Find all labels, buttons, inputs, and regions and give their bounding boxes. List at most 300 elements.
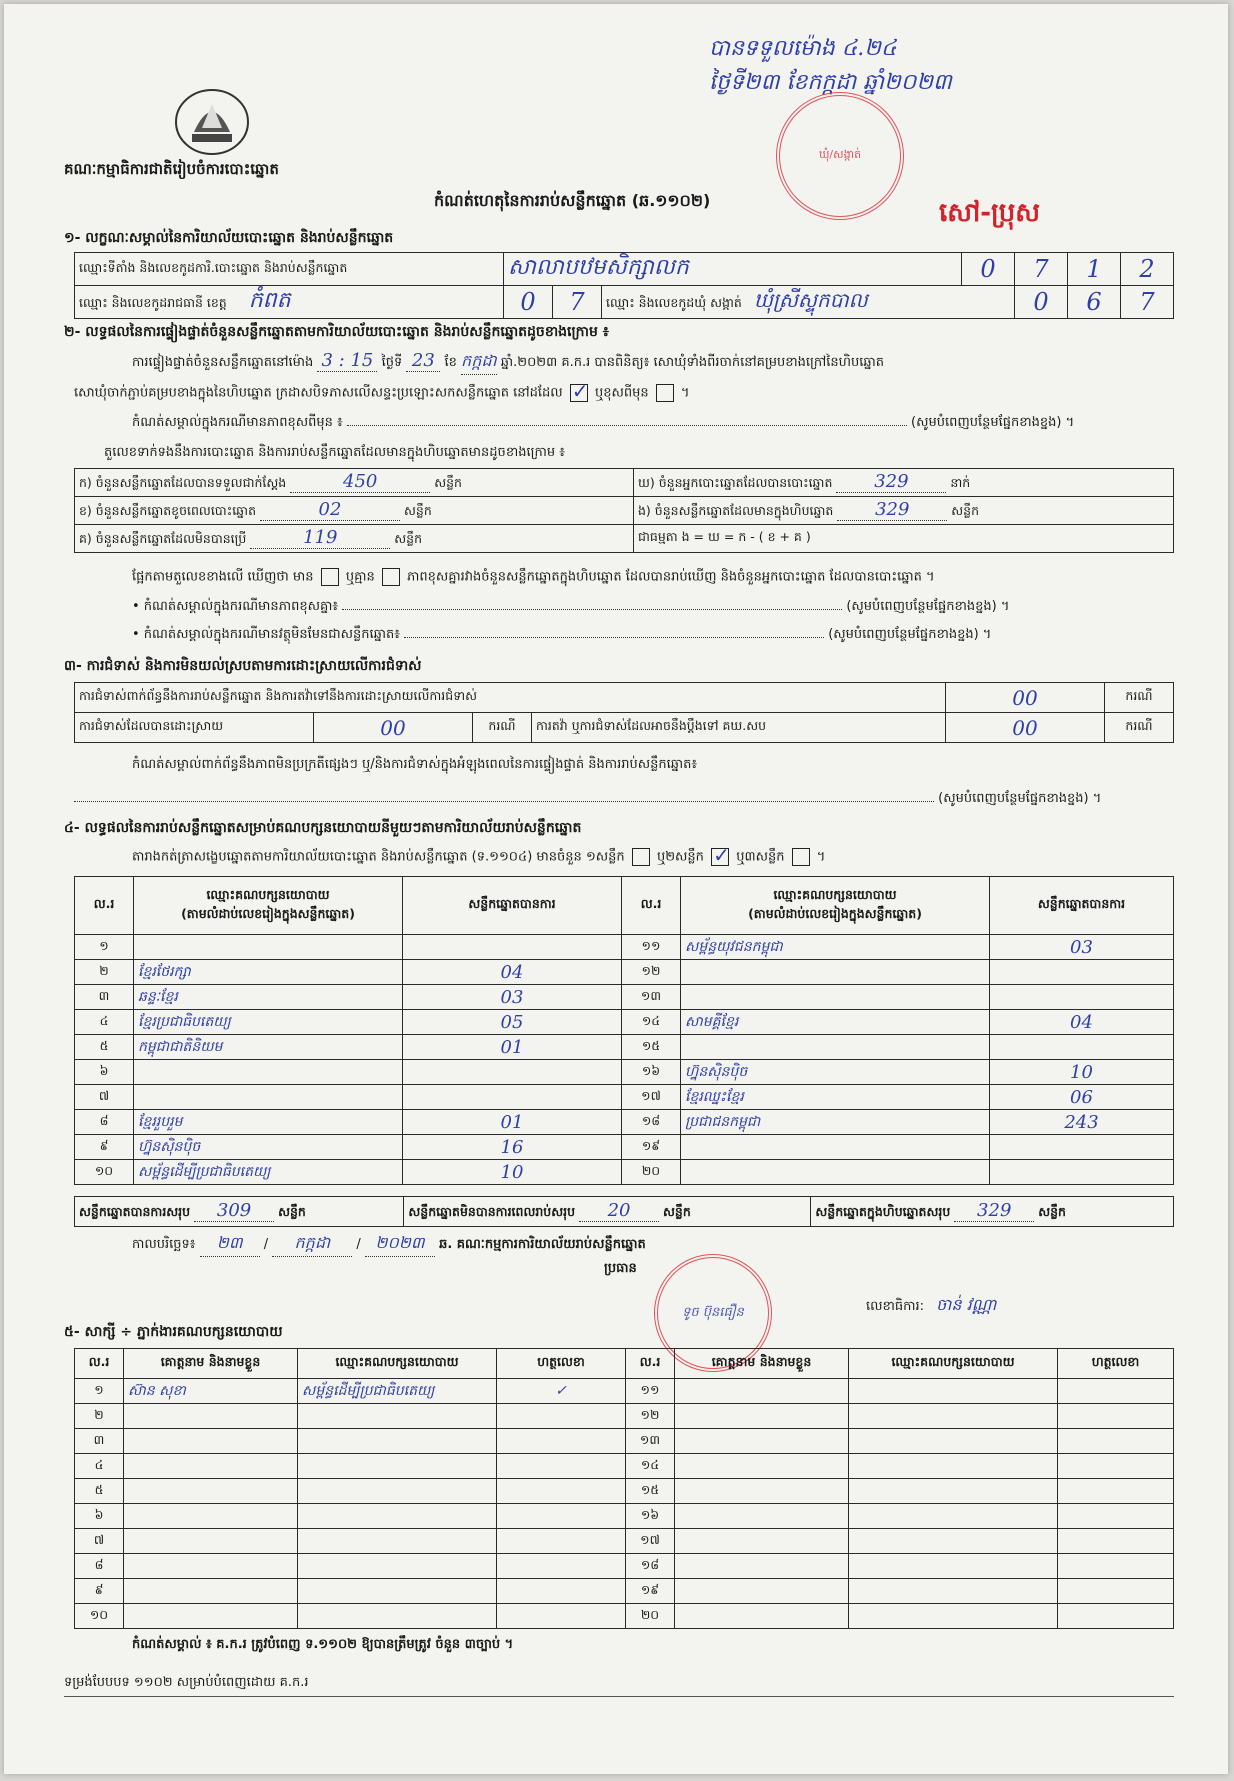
col-party: ឈ្មោះគណបក្សនយោបាយ <box>298 1349 497 1379</box>
party-name <box>681 1035 990 1060</box>
committee-label: ឆ. គណៈកម្មការការិយាល័យរាប់សន្លឹកឆ្នោត <box>439 1237 646 1252</box>
witness-party <box>298 1429 497 1454</box>
row-no: ៧ <box>75 1085 134 1110</box>
total-invalid-cell <box>404 1197 811 1227</box>
witness-table <box>74 1348 1174 1629</box>
row-no: ១២ <box>626 1404 675 1429</box>
commune-name: ឃុំស្រីស្ទុកបាល <box>753 288 868 312</box>
row-no: ១១ <box>626 1379 675 1404</box>
no-difference-label: ឬគ្មាន <box>345 569 375 585</box>
received-ballots-row <box>75 469 634 497</box>
party-votes <box>403 1085 622 1110</box>
row-no: ២ <box>75 1404 124 1429</box>
party-name: ខ្មែរឈ្នះខ្មែរ <box>681 1085 990 1110</box>
commune-label <box>602 286 1015 319</box>
witness-party <box>849 1579 1058 1604</box>
party-votes: 243 <box>990 1110 1174 1135</box>
table-row <box>75 1135 1174 1160</box>
unit-label: សន្លឹក <box>951 503 980 518</box>
witness-name <box>124 1429 298 1454</box>
voters-row <box>634 469 1174 497</box>
unused-ballots-row <box>75 525 634 553</box>
party-name: សាមគ្គីខ្មែរ <box>681 1010 990 1035</box>
verification-text: គ.ក.រ បានពិនិត្យ៖ សោឃុំទាំងពីរចាក់នៅគម្របខាងក្រៅនៃហិបឆ្នោត <box>561 355 885 370</box>
row-no: ១៥ <box>622 1035 681 1060</box>
province-label <box>75 286 504 319</box>
col-sign: ហត្ថលេខា <box>1058 1349 1174 1379</box>
date-label: កាលបរិច្ឆេទ៖ <box>132 1237 196 1252</box>
commune-stamp <box>776 92 904 220</box>
witness-name <box>675 1529 849 1554</box>
witness-party <box>849 1379 1058 1404</box>
org-name: គណៈកម្មាធិការជាតិរៀបចំការបោះឆ្នោត <box>64 160 279 178</box>
month-label: ខែ <box>444 355 457 370</box>
figures-table <box>74 468 1174 553</box>
table-row <box>75 1604 1174 1629</box>
party-votes <box>990 1035 1174 1060</box>
witness-name <box>675 1554 849 1579</box>
witness-signature <box>497 1404 626 1429</box>
table-row <box>75 1529 1174 1554</box>
witness-name <box>124 1554 298 1579</box>
table-row <box>75 1429 1174 1454</box>
party-votes <box>403 1060 622 1085</box>
party-name <box>134 935 403 960</box>
table-row <box>75 960 1174 985</box>
row-no: ៥ <box>75 1035 134 1060</box>
footer-rule <box>64 1696 1174 1697</box>
unit-label: សន្លឹក <box>394 531 423 546</box>
table-row <box>75 1579 1174 1604</box>
changed-checkbox[interactable] <box>656 384 674 402</box>
irregularity-field-line <box>74 790 1174 809</box>
row-no: ៨ <box>75 1554 124 1579</box>
no-difference-checkbox[interactable] <box>382 568 400 586</box>
total-box-value: 329 <box>954 1200 1034 1222</box>
total-valid-label: សន្លឹកឆ្នោតបានការសរុប <box>79 1204 191 1219</box>
row-no: ១៧ <box>622 1085 681 1110</box>
irregularity-note: កំណត់សម្គាល់ពាក់ព័ន្ធនឹងភាពមិនប្រក្រតីផ្សេងៗ ឬ/និងការជំទាស់ក្នុងអំឡុងពេលនៃការផ្ទៀងផ្ទាត់ និងការរាប់សន្លឹកឆ្នោត៖ <box>132 757 698 772</box>
table-row <box>75 1479 1174 1504</box>
table-row <box>75 1404 1174 1429</box>
unit-label: សន្លឹក <box>278 1204 306 1219</box>
comparison-label: ផ្អែកតាមតួលេខខាងលើ ឃើញថា មាន <box>132 569 314 585</box>
witness-name <box>675 1404 849 1429</box>
party-name: ឆន្ទៈខ្មែរ <box>134 985 403 1010</box>
section2-heading: ២- លទ្ធផលនៃការផ្ទៀងផ្ទាត់ចំនួនសន្លឹកឆ្នោតតាមការិយាល័យបោះឆ្នោត និងរាប់សន្លឹកឆ្នោតដូចខាងក្រោម ៖ <box>64 324 609 340</box>
section1-heading: ១- លក្ខណៈសម្គាល់នៃការិយាល័យបោះឆ្នោត និងរាប់សន្លឹកឆ្នោត <box>64 230 394 246</box>
verification-time: 3 : 15 <box>317 350 377 372</box>
three-sheets-checkbox[interactable] <box>792 848 810 866</box>
footer-form-id: ទម្រង់បែបបទ ១១០២ សម្រាប់បំពេញដោយ គ.ក.រ <box>64 1675 309 1690</box>
party-votes <box>403 935 622 960</box>
totals-table <box>74 1196 1174 1227</box>
summary-sheets-text: តារាងកត់ត្រាសង្ខេបឆ្នោតតាមការិយាល័យបោះឆ្នោត និងរាប់សន្លឹកឆ្នោត (ទ.១១០៤) មានចំនួន ១សន្លឹក <box>132 849 625 865</box>
appeal-value: 00 <box>946 713 1105 743</box>
row-no: ១៦ <box>626 1504 675 1529</box>
row-no: ៣ <box>75 985 134 1010</box>
difference-note-field[interactable] <box>347 425 907 426</box>
witness-party <box>298 1579 497 1604</box>
party-name <box>681 1160 990 1185</box>
row-no: ២០ <box>626 1604 675 1629</box>
province-label-text: ឈ្មោះ និងលេខកូដរាជធានី ខេត្ត <box>79 295 227 310</box>
witness-party <box>849 1604 1058 1629</box>
unused-ballots-value: 119 <box>250 527 390 549</box>
row-no: ១៨ <box>622 1110 681 1135</box>
secretary-label: លេខាធិការ: <box>866 1299 925 1314</box>
witness-party <box>298 1479 497 1504</box>
station-code-digit: 1 <box>1068 253 1121 286</box>
bullet-foreign-objects <box>132 626 1182 645</box>
verification-year: ឆ្នាំ.២០២៣ <box>500 355 558 370</box>
party-votes: 01 <box>403 1110 622 1135</box>
row-no: ១១ <box>622 935 681 960</box>
date-line: កាលបរិច្ឆេទ៖ ២៣ / កក្កដា / ២០២៣ ឆ. គណៈកម្មការការិយាល័យរាប់សន្លឹកឆ្នោត <box>132 1232 646 1257</box>
party-votes: 10 <box>990 1060 1174 1085</box>
col-sign: ហត្ថលេខា <box>497 1349 626 1379</box>
party-votes: 10 <box>403 1160 622 1185</box>
row-no: ១៥ <box>626 1479 675 1504</box>
row-no: ១៤ <box>626 1454 675 1479</box>
witness-party <box>849 1404 1058 1429</box>
col-party-sub: (តាមលំដាប់លេខរៀងក្នុងសន្លឹកឆ្នោត) <box>181 905 355 921</box>
station-code-digit: 2 <box>1121 253 1174 286</box>
witness-party <box>849 1529 1058 1554</box>
fill-back-note: (សូមបំពេញបន្ថែមផ្នែកខាងខ្នង) ។ <box>911 415 1075 430</box>
party-votes: 03 <box>403 985 622 1010</box>
party-name: សម្ព័ន្ធដើម្បីប្រជាធិបតេយ្យ <box>134 1160 403 1185</box>
party-votes: 04 <box>403 960 622 985</box>
party-name <box>134 1085 403 1110</box>
unit-label: សន្លឹក <box>1038 1204 1066 1219</box>
party-name <box>681 985 990 1010</box>
witness-signature <box>497 1529 626 1554</box>
province-code-digit: 0 <box>504 286 553 319</box>
row-no: ៧ <box>75 1529 124 1554</box>
witness-party <box>849 1479 1058 1504</box>
party-votes: 05 <box>403 1010 622 1035</box>
witness-signature <box>1058 1529 1174 1554</box>
station-name: សាលាបឋមសិក្សាលក <box>504 253 962 286</box>
date-day: ២៣ <box>200 1232 260 1257</box>
secretary-name: ចាន់ វណ្ណា <box>936 1295 997 1314</box>
objections-row <box>75 683 946 713</box>
verification-line <box>132 350 1182 375</box>
party-name <box>681 1135 990 1160</box>
witness-signature <box>497 1554 626 1579</box>
bullet-foreign-field[interactable] <box>404 637 824 638</box>
witness-party <box>298 1529 497 1554</box>
section4-heading: ៤- លទ្ធផលនៃការរាប់សន្លឹកឆ្នោតសម្រាប់គណបក្សនយោបាយនីមួយៗតាមការិយាល័យរាប់សន្លឹកឆ្នោត <box>64 820 582 836</box>
party-votes <box>990 1160 1174 1185</box>
date-month: កក្កដា <box>272 1232 352 1257</box>
witness-signature <box>1058 1579 1174 1604</box>
table-row <box>75 1554 1174 1579</box>
total-box-label: សន្លឹកឆ្នោតក្នុងហិបឆ្នោតសរុប <box>815 1204 951 1219</box>
witness-name <box>124 1604 298 1629</box>
witness-signature <box>497 1604 626 1629</box>
row-no: ១៩ <box>622 1135 681 1160</box>
witness-party <box>298 1604 497 1629</box>
resolved-label: ការជំទាស់ដែលបានដោះស្រាយ <box>75 713 314 743</box>
spoiled-ballots-row <box>75 497 634 525</box>
row-no: ១៣ <box>622 985 681 1010</box>
col-party: ឈ្មោះគណបក្សនយោបាយ <box>849 1349 1058 1379</box>
row-no: ៦ <box>75 1504 124 1529</box>
table-row <box>75 1060 1174 1085</box>
province-name: កំពត <box>248 288 291 313</box>
witness-party <box>849 1554 1058 1579</box>
witness-signature <box>1058 1504 1174 1529</box>
row-no: ៩ <box>75 1579 124 1604</box>
witness-party <box>849 1429 1058 1454</box>
party-name: ខ្មែររួបរួម <box>134 1110 403 1135</box>
witness-name <box>675 1479 849 1504</box>
witness-signature <box>497 1579 626 1604</box>
figures-intro: តួលេខទាក់ទងនឹងការបោះឆ្នោត និងការរាប់សន្លឹកឆ្នោតដែលមានក្នុងហិបឆ្នោតមានដូចខាងក្រោម ៖ <box>104 445 565 460</box>
total-box-cell <box>811 1197 1174 1227</box>
table-row <box>75 1085 1174 1110</box>
col-party <box>681 877 990 935</box>
col-votes: សន្លឹកឆ្នោតបានការ <box>990 877 1174 935</box>
col-party-title: ឈ្មោះគណបក្សនយោបាយ <box>206 886 330 902</box>
party-votes: 16 <box>403 1135 622 1160</box>
witness-signature <box>1058 1429 1174 1454</box>
row-no: ១៤ <box>622 1010 681 1035</box>
resolved-value: 00 <box>314 713 473 743</box>
witness-signature <box>497 1504 626 1529</box>
col-no: ល.រ <box>75 877 134 935</box>
unit-label: សន្លឹក <box>663 1204 691 1219</box>
form-title: កំណត់ហេតុនៃការរាប់សន្លឹកឆ្នោត (ឆ.១១០២) <box>434 191 711 210</box>
witness-name <box>675 1579 849 1604</box>
nec-emblem-icon <box>172 82 252 156</box>
two-sheets-label: ឬ២សន្លឹក <box>656 849 704 865</box>
row-no: ១២ <box>622 960 681 985</box>
unused-ballots-label: គ) ចំនួនសន្លឹកឆ្នោតដែលមិនបានប្រើ <box>79 531 247 546</box>
witness-signature: ✓ <box>497 1379 626 1404</box>
witness-signature <box>1058 1479 1174 1504</box>
party-name: ខ្មែរថែរក្សា <box>134 960 403 985</box>
witness-party <box>298 1404 497 1429</box>
fill-back-note: (សូមបំពេញបន្ថែមផ្នែកខាងខ្នង) ។ <box>846 599 1010 614</box>
witness-name <box>675 1454 849 1479</box>
witness-name <box>124 1404 298 1429</box>
party-name: ហ្វ៊ុនស៊ិនប៉ិច <box>681 1060 990 1085</box>
witness-name <box>675 1604 849 1629</box>
witness-signature <box>497 1454 626 1479</box>
stamp-text: ឃុំ/សង្កាត់ <box>818 148 862 161</box>
party-votes: 06 <box>990 1085 1174 1110</box>
witness-name: ស៊ាន សុខា <box>124 1379 298 1404</box>
col-no: ល.រ <box>626 1349 675 1379</box>
station-code-digit: 7 <box>1015 253 1068 286</box>
party-votes: 03 <box>990 935 1174 960</box>
party-results-table <box>74 876 1174 1185</box>
table-row <box>75 1504 1174 1529</box>
col-no: ល.រ <box>622 877 681 935</box>
difference-note-line <box>132 414 1182 433</box>
fill-back-note: (សូមបំពេញបន្ថែមផ្នែកខាងខ្នង) ។ <box>938 791 1102 806</box>
seal-text: សោឃុំចាក់ភ្ជាប់គម្របខាងក្នុងនៃហិបឆ្នោត ក្រដាសបិទភាសលើសន្ទះប្រឡោះសកសន្លឹកឆ្នោត នៅដដែល <box>74 385 563 401</box>
witness-signature <box>1058 1404 1174 1429</box>
total-valid-cell <box>75 1197 404 1227</box>
row-no: ៦ <box>75 1060 134 1085</box>
footer-note: កំណត់សម្គាល់ ៖ គ.ក.រ ត្រូវបំពេញ ទ.១១០២ ឱ្យបានត្រឹមត្រូវ ចំនួន ៣ច្បាប់ ។ <box>132 1637 514 1652</box>
station-code-digit: 0 <box>962 253 1015 286</box>
table-row <box>75 1010 1174 1035</box>
received-date: ថ្ងៃទី២៣ ខែកក្កដា ឆ្នាំ២០២៣ <box>709 70 952 95</box>
total-invalid-value: 20 <box>579 1200 659 1222</box>
total-valid-value: 309 <box>194 1200 274 1222</box>
row-no: ១៦ <box>622 1060 681 1085</box>
witness-name <box>124 1479 298 1504</box>
objections-value: 00 <box>946 683 1105 713</box>
row-no: ៥ <box>75 1479 124 1504</box>
case-unit: ករណី <box>473 713 532 743</box>
has-difference-checkbox[interactable] <box>321 568 339 586</box>
comparison-line <box>132 568 935 588</box>
objections-label: ការជំទាស់ពាក់ព័ន្ធនឹងការរាប់សន្លឹកឆ្នោត និងការតវ៉ាទៅនឹងការដោះស្រាយលើការជំទាស់ <box>79 688 478 703</box>
row-no: ១០ <box>75 1604 124 1629</box>
table-row <box>75 985 1174 1010</box>
objections-table <box>74 682 1174 743</box>
date-year: ២០២៣ <box>365 1232 435 1257</box>
witness-signature <box>1058 1604 1174 1629</box>
fill-back-note: (សូមបំពេញបន្ថែមផ្នែកខាងខ្នង) ។ <box>828 627 992 642</box>
handwritten-received-note <box>709 32 952 100</box>
comparison-text: ភាពខុសគ្នារវាងចំនួនសន្លឹកឆ្នោតក្នុងហិបឆ្នោត ដែលបានរាប់ឃើញ និងចំនួនអ្នកបោះឆ្នោត ដែលបានបោះឆ្នោត ។ <box>407 569 935 585</box>
table-row <box>75 1110 1174 1135</box>
bullet-difference-field[interactable] <box>342 609 842 610</box>
verification-month: កក្កដា <box>461 350 497 375</box>
table-row <box>75 1160 1174 1185</box>
party-votes <box>990 985 1174 1010</box>
case-unit: ករណី <box>1105 713 1174 743</box>
seal-line: សោឃុំចាក់ភ្ជាប់គម្របខាងក្នុងនៃហិបឆ្នោត ក្រដាសបិទភាសលើសន្ទះប្រឡោះសកសន្លឹកឆ្នោត នៅដដែល ✓ ឬខុសពីមុន ។ <box>74 384 689 404</box>
province-code-digit: 7 <box>553 286 602 319</box>
appeal-label: ការតវ៉ា ឬការជំទាស់ដែលអាចនឹងប្តឹងទៅ គឃ.សប <box>532 713 946 743</box>
table-row <box>75 935 1174 960</box>
ballot-count-form <box>4 4 1228 1774</box>
voters-label: ឃ) ចំនួនអ្នកបោះឆ្នោតដែលបានបោះឆ្នោត <box>638 475 833 490</box>
party-votes: 04 <box>990 1010 1174 1035</box>
row-no: ៣ <box>75 1429 124 1454</box>
col-party <box>134 877 403 935</box>
irregularity-field[interactable] <box>74 801 934 802</box>
col-no: ល.រ <box>75 1349 124 1379</box>
party-name: ហ្វ៊ុនស៊ិនប៉ិច <box>134 1135 403 1160</box>
person-unit: នាក់ <box>950 475 971 490</box>
party-name <box>134 1060 403 1085</box>
table-row <box>75 1035 1174 1060</box>
table-row <box>75 1454 1174 1479</box>
verification-time-label: ការផ្ទៀងផ្ទាត់ចំនួនសន្លឹកឆ្នោតនៅម៉ោង <box>132 355 314 370</box>
station-label: ឈ្មោះទីតាំង និងលេខកូដការិ.បោះឆ្នោត និងរាប់សន្លឹកឆ្នោត <box>75 253 504 286</box>
witness-signature <box>497 1429 626 1454</box>
col-name: គោត្តនាម និងនាមខ្លួន <box>675 1349 849 1379</box>
witness-party <box>849 1454 1058 1479</box>
one-sheet-checkbox[interactable] <box>632 848 650 866</box>
witness-signature <box>1058 1454 1174 1479</box>
secretary-block <box>866 1294 996 1318</box>
commune-label-text: ឈ្មោះ និងលេខកូដឃុំ សង្កាត់ <box>606 295 742 310</box>
unchanged-checkbox[interactable] <box>570 384 588 402</box>
witness-name <box>124 1504 298 1529</box>
col-votes: សន្លឹកឆ្នោតបានការ <box>403 877 622 935</box>
witness-party <box>298 1504 497 1529</box>
day-label: ថ្ងៃទី <box>381 355 403 370</box>
box-ballots-label: ង) ចំនួនសន្លឹកឆ្នោតដែលមានក្នុងហិបឆ្នោត <box>638 503 834 518</box>
col-name: គោត្តនាម និងនាមខ្លួន <box>124 1349 298 1379</box>
voters-value: 329 <box>836 471 946 493</box>
witness-signature <box>1058 1554 1174 1579</box>
witness-party: សម្ព័ន្ធដើម្បីប្រជាធិបតេយ្យ <box>298 1379 497 1404</box>
case-unit: ករណី <box>1105 683 1174 713</box>
received-ballots-value: 450 <box>290 471 430 493</box>
witness-name <box>124 1529 298 1554</box>
row-no: ៤ <box>75 1454 124 1479</box>
witness-name <box>124 1579 298 1604</box>
row-no: ១៨ <box>626 1554 675 1579</box>
witness-signature <box>1058 1379 1174 1404</box>
party-votes <box>990 960 1174 985</box>
box-ballots-value: 329 <box>837 499 947 521</box>
row-no: ១៧ <box>626 1529 675 1554</box>
col-party-sub: (តាមលំដាប់លេខរៀងក្នុងសន្លឹកឆ្នោត) <box>748 905 922 921</box>
witness-name <box>675 1504 849 1529</box>
party-votes <box>990 1135 1174 1160</box>
changed-label: ឬខុសពីមុន <box>594 385 649 401</box>
verification-day: 23 <box>406 350 440 372</box>
chief-name: ទូច ប៊ុនធឿន <box>682 1304 744 1320</box>
row-no: ១ <box>75 935 134 960</box>
row-no: ១ <box>75 1379 124 1404</box>
section5-heading: ៥- សាក្សី ÷ ភ្នាក់ងារគណបក្សនយោបាយ <box>64 1324 283 1340</box>
row-no: ២ <box>75 960 134 985</box>
party-name <box>681 960 990 985</box>
witness-name <box>124 1454 298 1479</box>
row-no: ១៣ <box>626 1429 675 1454</box>
bullet-difference-label: • កំណត់សម្គាល់ក្នុងករណីមានភាពខុសគ្នា៖ <box>132 599 339 614</box>
table-row <box>75 1379 1174 1404</box>
witness-party <box>298 1454 497 1479</box>
commune-code-digit: 6 <box>1068 286 1121 319</box>
party-name: សម្ព័ន្ធយុវជនកម្ពុជា <box>681 935 990 960</box>
section1-table <box>74 252 1174 319</box>
row-no: ១០ <box>75 1160 134 1185</box>
two-sheets-checkbox[interactable] <box>711 848 729 866</box>
received-ballots-label: ក) ចំនួនសន្លឹកឆ្នោតដែលបានទទួលជាក់ស្តែង <box>79 475 287 490</box>
total-invalid-label: សន្លឹកឆ្នោតមិនបានការពេលរាប់សរុប <box>408 1204 576 1219</box>
spoiled-ballots-label: ខ) ចំនួនសន្លឹកឆ្នោតខូចពេលបោះឆ្នោត <box>79 503 257 518</box>
commune-code-digit: 7 <box>1121 286 1174 319</box>
section3-heading: ៣- ការជំទាស់ និងការមិនយល់ស្របតាមការដោះស្រាយលើការជំទាស់ <box>64 658 422 674</box>
row-no: ១៩ <box>626 1579 675 1604</box>
row-no: ៨ <box>75 1110 134 1135</box>
witness-party <box>849 1504 1058 1529</box>
spoiled-ballots-value: 02 <box>260 499 400 521</box>
bullet-foreign-label: • កំណត់សម្គាល់ក្នុងករណីមានវត្ថុមិនមែនជាសន្លឹកឆ្នោត៖ <box>132 627 400 642</box>
difference-note-label: កំណត់សម្គាល់ក្នុងករណីមានភាពខុសពីមុន ៖ <box>132 415 343 430</box>
party-votes: 01 <box>403 1035 622 1060</box>
received-time: បានទទួលម៉ោង ៤.២៤ <box>709 36 897 61</box>
three-sheets-label: ឬ៣សន្លឹក <box>736 849 785 865</box>
witness-party <box>298 1554 497 1579</box>
summary-sheets-line: តារាងកត់ត្រាសង្ខេបឆ្នោតតាមការិយាល័យបោះឆ្នោត និងរាប់សន្លឹកឆ្នោត (ទ.១១០៤) មានចំនួន ១សន្លឹក ឬ២សន្លឹក ✓ ឬ៣សន្លឹក ។ <box>132 848 825 868</box>
witness-signature <box>497 1479 626 1504</box>
